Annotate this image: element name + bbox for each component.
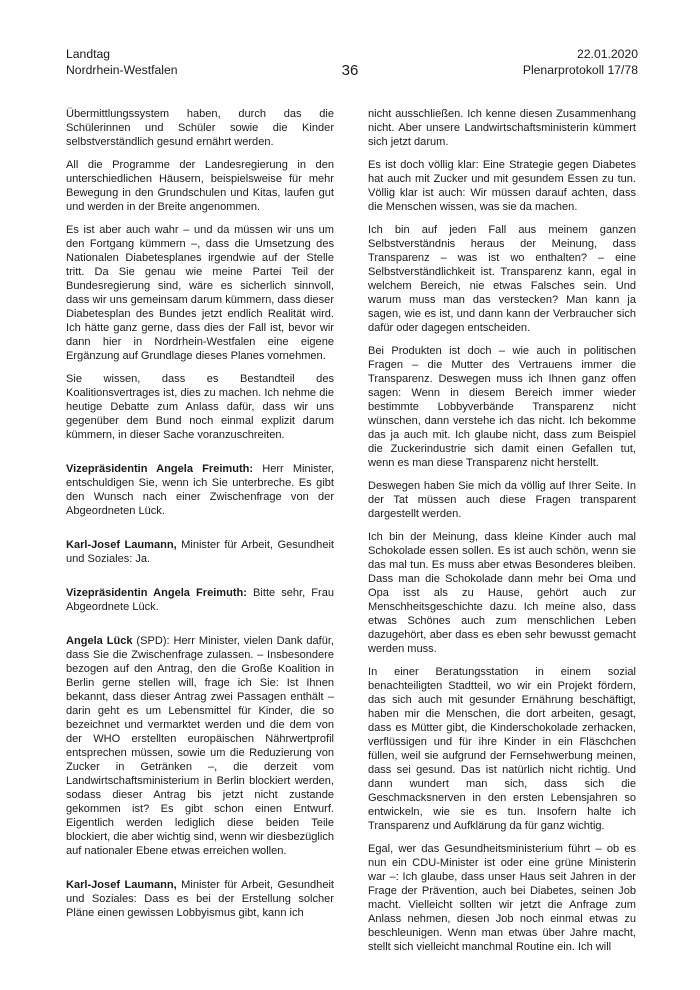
paragraph: Deswegen haben Sie mich da völlig auf Ihrer Seite. In der Tat müssen auch diese Fragen transparent dargestellt werden. (368, 480, 636, 520)
state-name: Nordrhein-Westfalen (66, 63, 178, 77)
speaker-name: Vizepräsidentin Angela Freimuth: (66, 587, 247, 599)
speech-turn (66, 586, 334, 614)
speech-turn (66, 462, 334, 518)
page-number: 36 (341, 62, 359, 79)
paragraph: Bei Produkten ist doch – wie auch in politischen Fragen – die Mutter des Vertrauens immer die Transparenz. Deswegen muss ich Ihnen ganz offen sagen: Wenn in diesem Bereich immer wieder bestimmte Lobbyverbände Transparenz nicht wünschen, dann verstehe ich das nicht. Ich bekomme das ja auch mit. Ich glaube nicht, dass zum Beispiel die Zuckerindustrie sich damit einen Gefallen tut, wenn es man diese Transparenz nicht herstellt. (368, 345, 636, 469)
paragraph: In einer Beratungsstation in einem sozial benachteiligten Stadtteil, wo wir ein Projekt fördern, das sich auch mit gesunder Ernährung beschäftigt, haben mir die Menschen, die dort arbeiten, gesagt, dass es Mütter gibt, die Kinderschokolade zerhacken, verflüssigen und für ihre Kinder in ein Fläschchen füllen, weil sie aufgrund der Fernsehwerbung meinen, dass sei gesund. Das ist natürlich nicht richtig. Und dann wundert man sich, dass sich die Geschmacksnerven in den ersten Lebensjahren so entwickeln, wie sie es tun. Insofern halte ich Transparenz und Aufklärung da für ganz wichtig. (368, 666, 636, 832)
parliament-name: Landtag (66, 47, 111, 61)
session-date: 22.01.2020 (577, 47, 638, 61)
speech-turn (66, 878, 334, 920)
speech-text: Minister für Arbeit, Gesundheit und Soziales: Ja. (66, 539, 334, 565)
speaker-name: Karl-Josef Laumann, (66, 539, 177, 551)
left-column (66, 107, 334, 929)
right-column (368, 107, 636, 963)
speech-text: Herr Minister, entschuldigen Sie, wenn ich Sie unterbreche. Es gibt den Wunsch nach einer Zwischenfrage von der Abgeordneten Lück. (66, 463, 334, 517)
speaker-name: Karl-Josef Laumann, (66, 879, 177, 891)
paragraph: Ich bin der Meinung, dass kleine Kinder auch mal Schokolade essen sollen. Es ist auch schön, wenn sie das mal tun. Es muss aber etwas Besonderes bleiben. Dass man die Schokolade dann mehr bei Oma und Opa isst als zu Hause, gehört auch zur Menschheitsgeschichte dazu. Ich meine also, dass etwas Schönes auch zum menschlichen Leben dazugehört, aber dass es eben sehr bewusst gemacht werden muss. (368, 531, 636, 655)
paragraph: Es ist aber auch wahr – und da müssen wir uns um den Fortgang kümmern –, dass die Umsetzung des Nationalen Diabetesplanes irgendwie auf der Stelle tritt. Da Sie genau wie meine Partei Teil der Bundesregierung sind, wäre es sicherlich sinnvoll, dass wir uns gemeinsam darum kümmern, dass dieser Diabetesplan des Bundes jetzt endlich Realität wird. Ich hätte ganz gerne, dass dies der Fall ist, bevor wir dann hier in Nordrhein-Westfalen eine eigene Ergänzung auf Grundlage dieses Planes vornehmen. (66, 224, 334, 362)
header-right (523, 46, 638, 78)
paragraph: nicht ausschließen. Ich kenne diesen Zusammenhang nicht. Aber unsere Landwirtschaftsministerin kümmert sich jetzt darum. (368, 108, 636, 148)
speech-text: (SPD): Herr Minister, vielen Dank dafür, dass Sie die Zwischenfrage zulassen. – Insbesondere bezogen auf den Antrag, den die Große Koalition in Berlin gerne stellen will, frage ich Sie: Ist Ihnen bekannt, dass dieser Antrag zwei Passagen enthält – darin geht es um Lebensmittel für Kinder, die so bezeichnet und vermarktet werden und die dem von der WHO erstellten europäischen Nährwertprofil entsprechen müssen, sowie um die Reduzierung von Zucker in Getränken –, die derzeit vom Landwirtschaftsministerium in Berlin blockiert werden, sodass dieser Antrag bis jetzt nicht zustande gekommen ist? Es gibt schon einen Entwurf. Eigentlich werden lediglich diese beiden Teile blockiert, die aber wichtig sind, wenn wir diesbezüglich auf nationaler Ebene etwas erreichen wollen. (66, 635, 334, 857)
speech-text: Minister für Arbeit, Gesundheit und Soziales: Dass es bei der Erstellung solcher Pläne einen gewissen Lobbyismus gibt, kann ich (66, 879, 334, 919)
speech-turn (66, 634, 334, 858)
paragraph: All die Programme der Landesregierung in den unterschiedlichen Häusern, beispielsweise für mehr Bewegung in den Grundschulen und Kitas, laufen gut und werden in der Breite angenommen. (66, 159, 334, 213)
protocol-number: Plenarprotokoll 17/78 (522, 63, 638, 77)
paragraph: Es ist doch völlig klar: Eine Strategie gegen Diabetes hat auch mit Zucker und mit gesundem Essen zu tun. Völlig klar ist auch: Wir müssen darauf achten, dass die Menschen wissen, was sie da machen. (368, 159, 636, 213)
speech-turn (66, 538, 334, 566)
speaker-name: Vizepräsidentin Angela Freimuth: (66, 463, 254, 475)
paragraph: Übermittlungssystem haben, durch das die Schülerinnen und Schüler sowie die Kinder selbstverständlich gesund ernährt werden. (66, 108, 334, 148)
paragraph: Egal, wer das Gesundheitsministerium führt – ob es nun ein CDU-Minister ist oder eine grüne Ministerin war –: Ich glaube, dass unser Haus seit Jahren in der Frage der Prävention, auch bei Diabetes, seinen Job macht. Vielleicht sollten wir jetzt die Anfrage zum Anlass nehmen, diesen Job noch einmal etwas zu beschleunigen. Wenn man etwas über Jahre macht, stellt sich vielleicht manchmal Routine ein. Ich will (368, 843, 636, 953)
speaker-name: Angela Lück (66, 635, 133, 647)
paragraph: Sie wissen, dass es Bestandteil des Koalitionsvertrages ist, dies zu machen. Ich nehme die heutige Debatte zum Anlass dafür, dass wir uns gegenüber dem Bund noch einmal explizit darum kümmern, in dieser Sache voranzuschreiten. (66, 373, 334, 441)
speech-text: Bitte sehr, Frau Abgeordnete Lück. (66, 587, 334, 613)
paragraph: Ich bin auf jeden Fall aus meinem ganzen Selbstverständnis heraus der Meinung, dass Transparenz – was ist wo enthalten? – eine Selbstverständlichkeit ist. Transparenz kann, egal in welchem Bereich, nie etwas Falsches sein. Und warum muss man das verstecken? Man kann ja sagen, wie es ist, und dann kann der Verbraucher sich dafür oder dagegen entscheiden. (368, 224, 636, 334)
